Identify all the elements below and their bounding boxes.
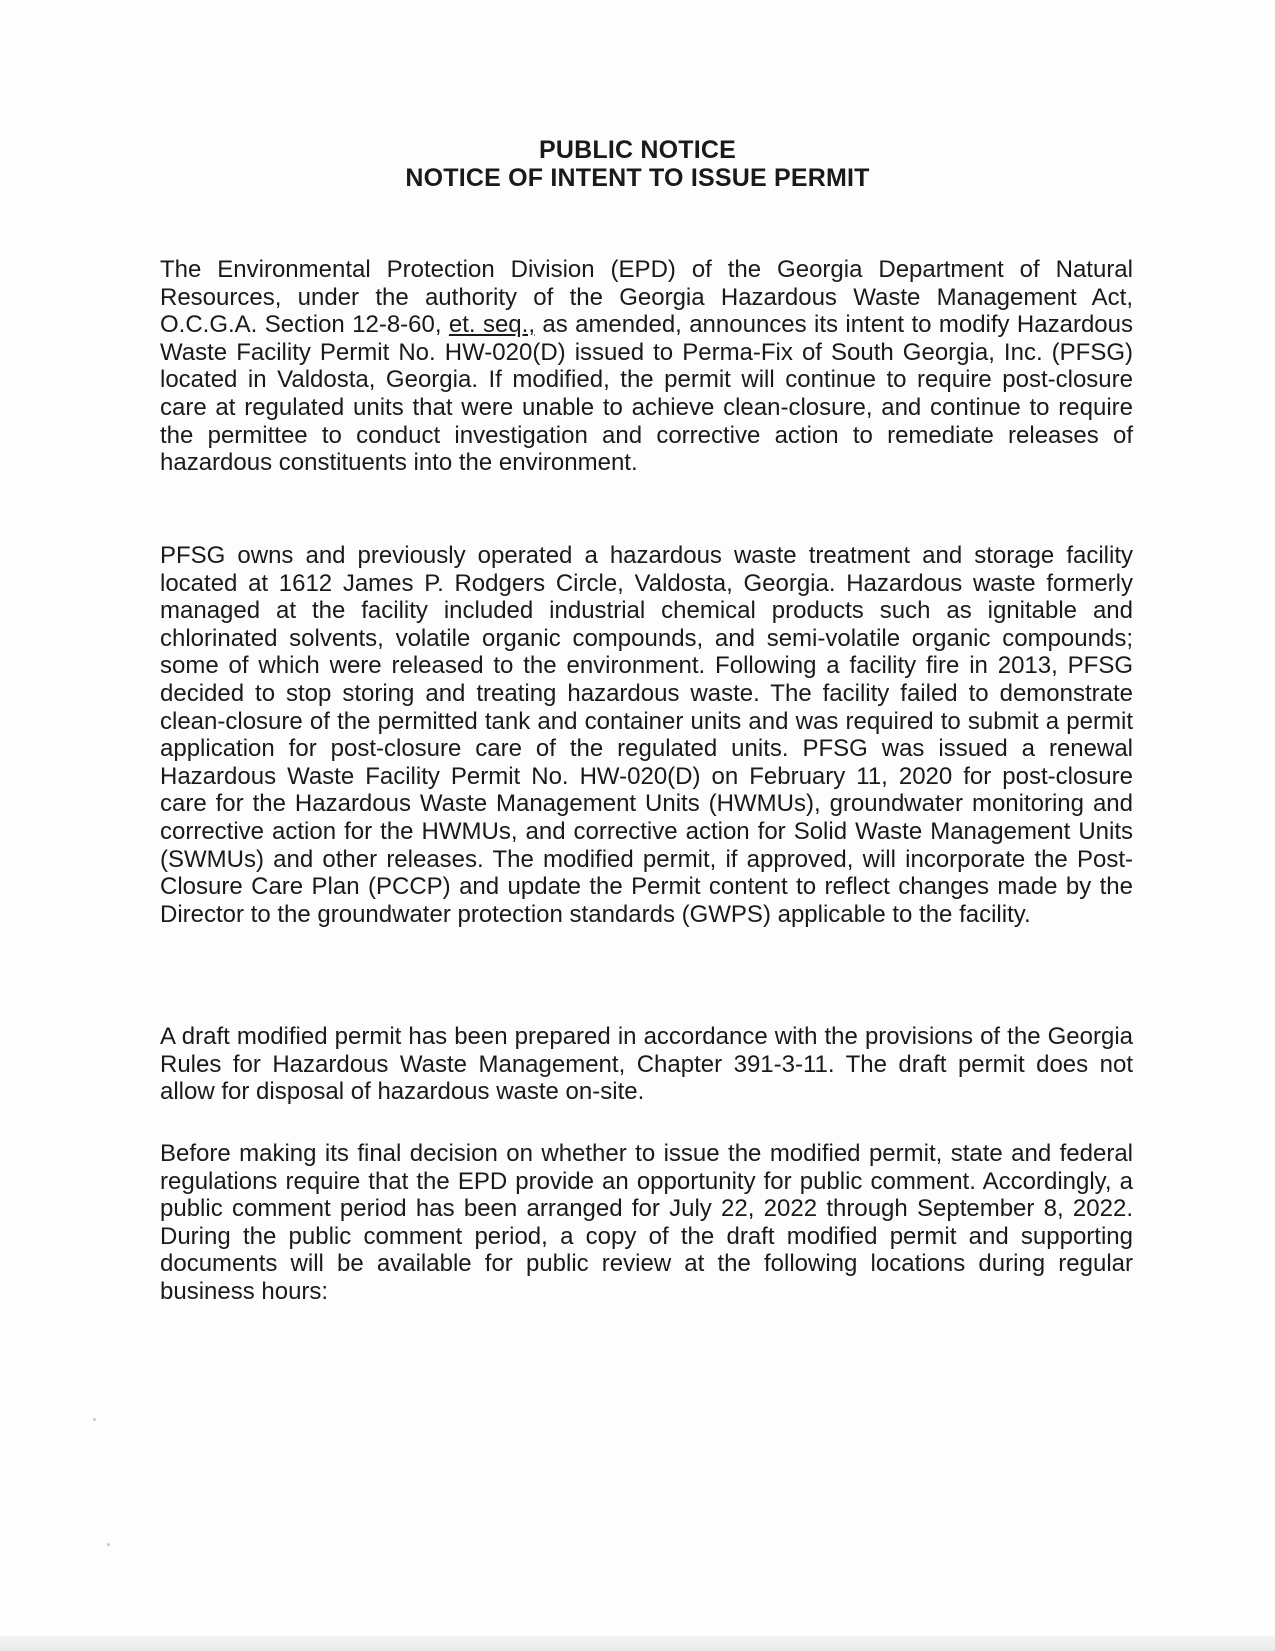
- paragraph-public-comment: [160, 1140, 1133, 1306]
- paragraph-facility-history: [160, 542, 1133, 928]
- paragraph-authority-text-1: The Environmental Protection Division (EPD) of the Georgia Department of Natural Resources, under the authority of the Georgia Hazardous Waste Management Act, O.C.G.A. Section 12-8-60,: [160, 256, 1133, 339]
- paragraph-facility-history-text: PFSG owns and previously operated a hazardous waste treatment and storage facility located at 1612 James P. Rodgers Circle, Valdosta, Georgia. Hazardous waste formerly managed at the facility included industrial chemical products such as ignitable and chlorinated solvents, volatile organic compounds, and semi-volatile organic compounds; some of which were released to the environment. Following a facility fire in 2013, PFSG decided to stop storing and treating hazardous waste. The facility failed to demonstrate clean-closure of the permitted tank and container units and was required to submit a permit application for post-closure care of the regulated units. PFSG was issued a renewal Hazardous Waste Facility Permit No. HW-020(D) on February 11, 2020 for post-closure care for the Hazardous Waste Management Units (HWMUs), groundwater monitoring and corrective action for the HWMUs, and corrective action for Solid Waste Management Units (SWMUs) and other releases. The modified permit, if approved, will incorporate the Post-Closure Care Plan (PCCP) and update the Permit content to reflect changes made by the Director to the groundwater protection standards (GWPS) applicable to the facility.: [160, 542, 1133, 928]
- notice-subtitle: NOTICE OF INTENT TO ISSUE PERMIT: [405, 164, 870, 192]
- scan-speck: [107, 1543, 110, 1546]
- notice-title: PUBLIC NOTICE: [538, 136, 737, 164]
- scan-speck: [93, 1418, 96, 1421]
- paragraph-authority-text-2: as amended, announces its intent to modify Hazardous Waste Facility Permit No. HW-020(D) issued to Perma-Fix of South Georgia, Inc. (PFSG) located in Valdosta, Georgia. If modified, the permit will continue to require post-closure care at regulated units that were unable to achieve clean-closure, and continue to require the permittee to conduct investigation and corrective action to remediate releases of hazardous constituents into the environment.: [160, 311, 1133, 477]
- et-seq-underlined: et. seq.,: [448, 311, 535, 339]
- paragraph-public-comment-text: Before making its final decision on whether to issue the modified permit, state and federal regulations require that the EPD provide an opportunity for public comment. Accordingly, a public comment period has been arranged for July 22, 2022 through September 8, 2022. During the public comment period, a copy of the draft modified permit and supporting documents will be available for public review at the following locations during regular business hours:: [160, 1140, 1133, 1305]
- scan-bottom-edge: [0, 1636, 1275, 1651]
- paragraph-draft-permit-text: A draft modified permit has been prepared in accordance with the provisions of the Georgia Rules for Hazardous Waste Management, Chapter 391-3-11. The draft permit does not allow for disposal of hazardous waste on-site.: [160, 1023, 1133, 1106]
- paragraph-draft-permit: [160, 1023, 1133, 1106]
- paragraph-authority: [160, 256, 1133, 477]
